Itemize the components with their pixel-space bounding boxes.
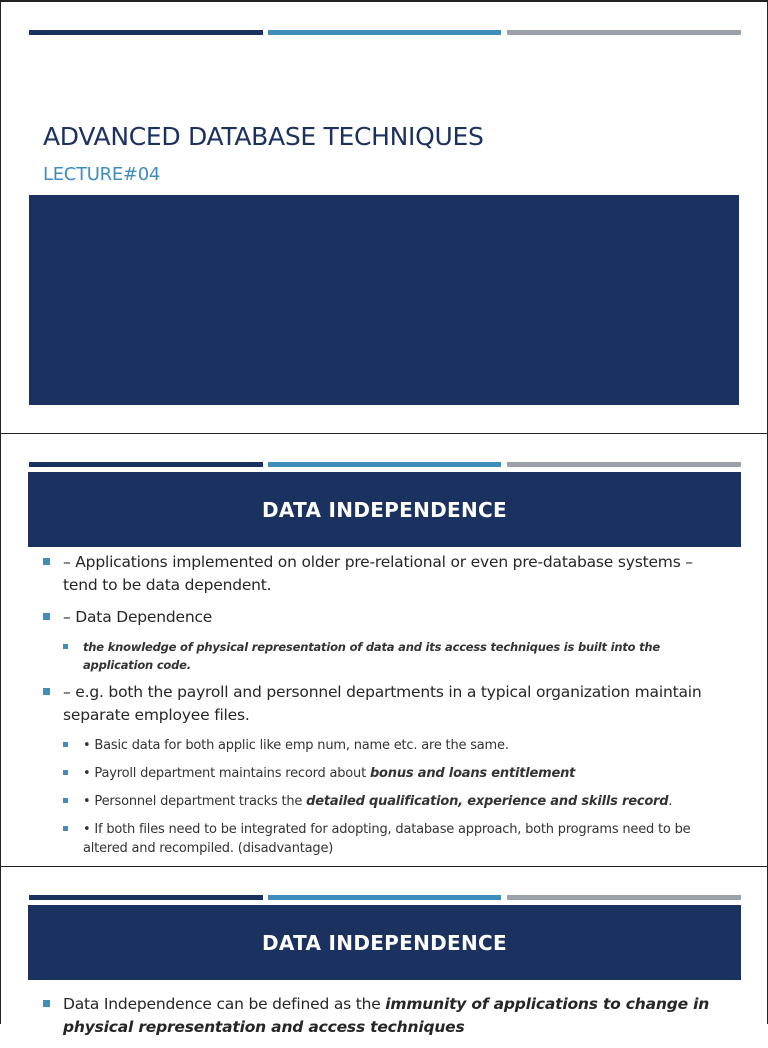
title-slide	[0, 0, 768, 434]
sub-bullet-item	[43, 764, 723, 783]
bullet-item	[43, 993, 723, 1039]
slide-content	[43, 993, 723, 1048]
bullet-list	[43, 551, 723, 858]
accent-bars	[29, 895, 741, 900]
accent-bars	[29, 462, 741, 467]
slide-header-band	[28, 905, 741, 980]
accent-bar-gray	[507, 895, 741, 900]
accent-bar-gray	[507, 30, 741, 35]
bullet-text: Data Independence can be defined as the	[63, 995, 386, 1013]
slide-header-band	[28, 472, 741, 547]
sub-bullet-text: • Payroll department maintains record about	[83, 766, 370, 781]
content-slide-data-independence-2	[0, 866, 768, 1036]
accent-bar-navy	[29, 30, 263, 35]
sub-bullet-item: the knowledge of physical representation of data and its access techniques is built into the application code.	[43, 638, 723, 674]
slide-subtitle: LECTURE#04	[43, 164, 161, 185]
bullet-item: – Applications implemented on older pre-relational or even pre-database systems – tend to be data dependent.	[43, 551, 723, 597]
accent-bar-blue	[268, 462, 501, 467]
title-color-block	[29, 195, 739, 405]
sub-bullet-item	[43, 792, 723, 811]
sub-bullet-suffix: .	[668, 794, 673, 809]
accent-bar-navy	[29, 895, 263, 900]
accent-bar-gray	[507, 462, 741, 467]
bullet-emphasis: immunity of applications to change in physical representation and access techniques	[63, 995, 710, 1036]
bullet-list	[43, 993, 723, 1039]
sub-bullet-emphasis: detailed qualification, experience and skills record	[306, 794, 669, 809]
accent-bar-blue	[268, 895, 501, 900]
sub-bullet-text: • Personnel department tracks the	[83, 794, 307, 809]
content-slide-data-independence	[0, 433, 768, 867]
sub-bullet-item: • Basic data for both applic like emp num, name etc. are the same.	[43, 736, 723, 755]
accent-bar-blue	[268, 30, 501, 35]
accent-bars	[29, 30, 741, 35]
bullet-item: – e.g. both the payroll and personnel departments in a typical organization maintain separate employee files.	[43, 681, 723, 727]
sub-bullet-item: • If both files need to be integrated for adopting, database approach, both programs need to be altered and recompiled. (disadvantage)	[43, 820, 723, 858]
bullet-item: – Data Dependence	[43, 606, 723, 629]
slide-header: DATA INDEPENDENCE	[261, 930, 507, 955]
slide-title: ADVANCED DATABASE TECHNIQUES	[43, 122, 484, 151]
slide-content	[43, 551, 723, 867]
slide-header: DATA INDEPENDENCE	[261, 497, 507, 522]
accent-bar-navy	[29, 462, 263, 467]
sub-bullet-emphasis: bonus and loans entitlement	[369, 766, 576, 781]
